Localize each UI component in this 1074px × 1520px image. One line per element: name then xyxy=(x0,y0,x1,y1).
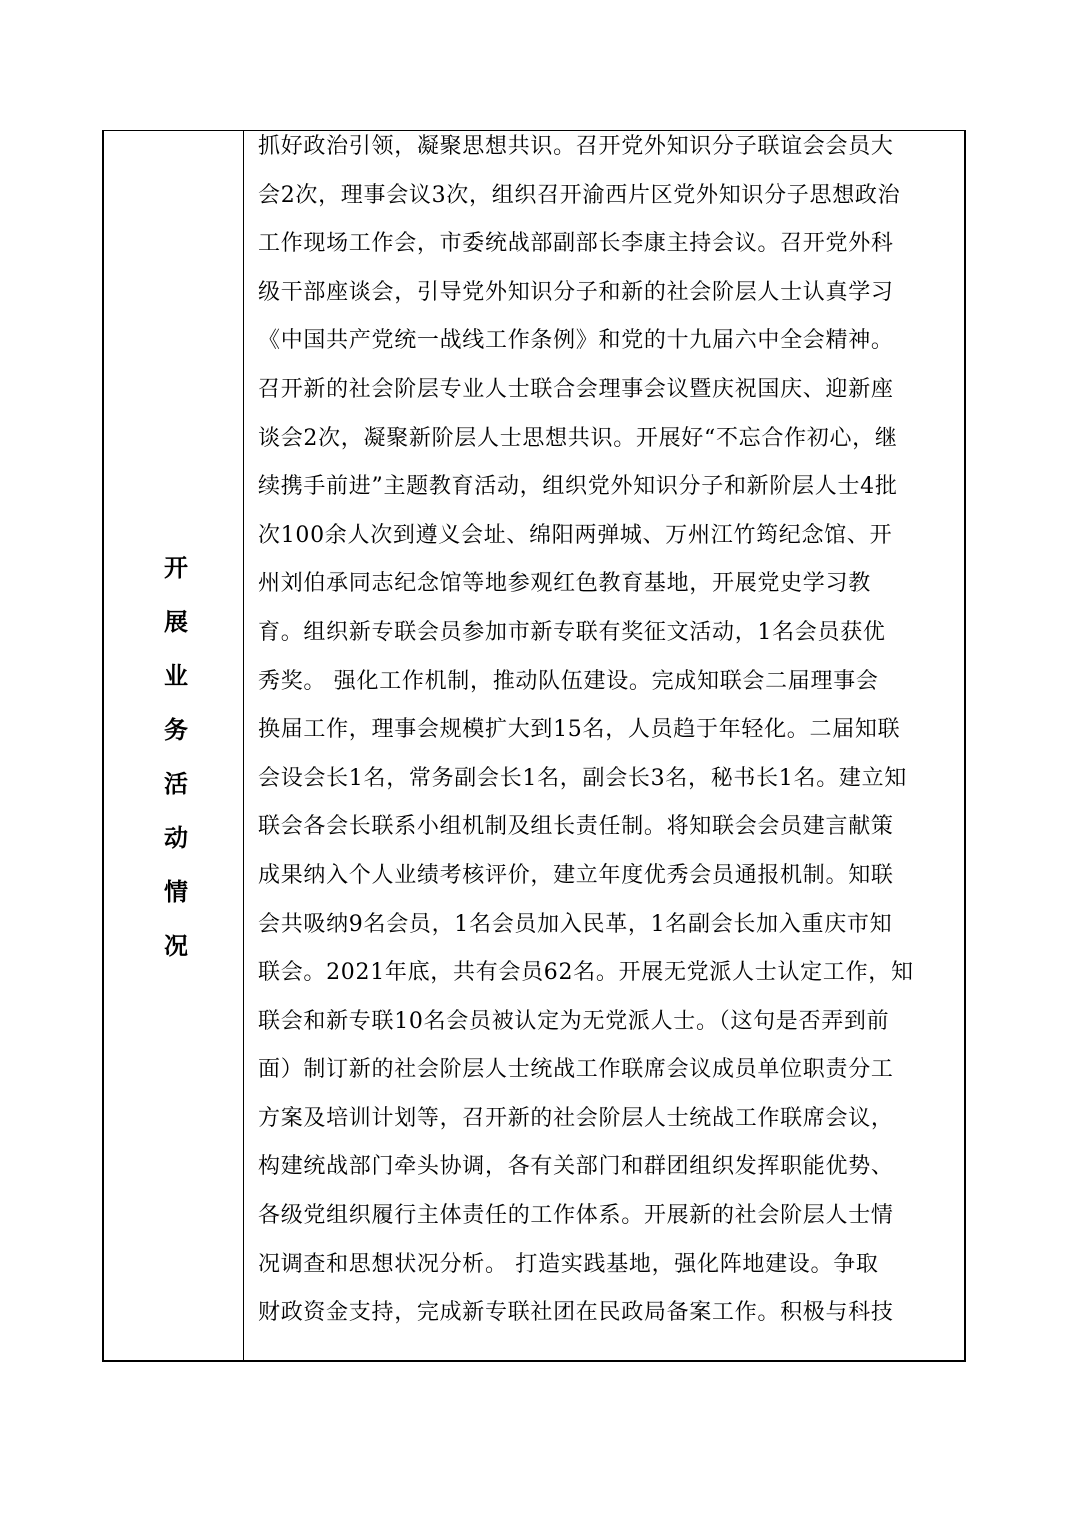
content-cell xyxy=(244,131,964,1360)
text-line: 级干部座谈会，引导党外知识分子和新的社会阶层人士认真学习 xyxy=(258,279,894,305)
text-line: 面）制订新的社会阶层人士统战工作联席会议成员单位职责分工 xyxy=(258,1057,894,1083)
text-line: 抓好政治引领，凝聚思想共识。召开党外知识分子联谊会会员大 xyxy=(258,134,894,159)
text-line: 联会。2021年底，共有会员62名。开展无党派人士认定工作，知 xyxy=(258,960,914,986)
text-line: 州刘伯承同志纪念馆等地参观红色教育基地，开展党史学习教 xyxy=(258,571,871,597)
text-line: 换届工作，理事会规模扩大到15名，人员趋于年轻化。二届知联 xyxy=(258,717,901,743)
text-line: 况调查和思想状况分析。 打造实践基地，强化阵地建设。争取 xyxy=(258,1251,879,1277)
text-line: 成果纳入个人业绩考核评价，建立年度优秀会员通报机制。知联 xyxy=(258,862,894,888)
text-line: 秀奖。 强化工作机制，推动队伍建设。完成知联会二届理事会 xyxy=(258,668,879,694)
text-line: 续携手前进”主题教育活动，组织党外知识分子和新阶层人士4批 xyxy=(258,474,898,500)
text-line: 工作现场工作会，市委统战部副部长李康主持会议。召开党外科 xyxy=(258,231,894,257)
text-line: 会设会长1名，常务副会长1名，副会长3名，秘书长1名。建立知 xyxy=(258,765,907,791)
text-line: 方案及培训计划等，召开新的社会阶层人士统战工作联席会议， xyxy=(258,1105,894,1131)
row-label-cell xyxy=(104,131,244,1360)
activity-table xyxy=(102,130,966,1362)
text-line: 《中国共产党统一战线工作条例》和党的十九届六中全会精神。 xyxy=(258,328,894,354)
text-line: 会共吸纳9名会员，1名会员加入民革，1名副会长加入重庆市知 xyxy=(258,911,893,937)
text-line: 构建统战部门牵头协调，各有关部门和群团组织发挥职能优势、 xyxy=(258,1154,894,1180)
text-line: 谈会2次，凝聚新阶层人士思想共识。开展好“不忘合作初心，继 xyxy=(258,425,898,451)
text-line: 联会各会长联系小组机制及组长责任制。将知联会会员建言献策 xyxy=(258,814,894,840)
text-line: 会2次，理事会议3次，组织召开渝西片区党外知识分子思想政治 xyxy=(258,182,901,208)
text-line: 召开新的社会阶层专业人士联合会理事会议暨庆祝国庆、迎新座 xyxy=(258,376,894,402)
text-line: 联会和新专联10名会员被认定为无党派人士。（这句是否弄到前 xyxy=(258,1008,890,1034)
text-line: 财政资金支持，完成新专联社团在民政局备案工作。积极与科技 xyxy=(258,1300,894,1326)
text-line: 育。组织新专联会员参加市新专联有奖征文活动，1名会员获优 xyxy=(258,619,886,645)
text-line: 次100余人次到遵义会址、绵阳两弹城、万州江竹筠纪念馆、开 xyxy=(258,522,893,548)
row-label: 开展业务活动情况 xyxy=(159,554,189,987)
text-line: 各级党组织履行主体责任的工作体系。开展新的社会阶层人士情 xyxy=(258,1203,894,1229)
